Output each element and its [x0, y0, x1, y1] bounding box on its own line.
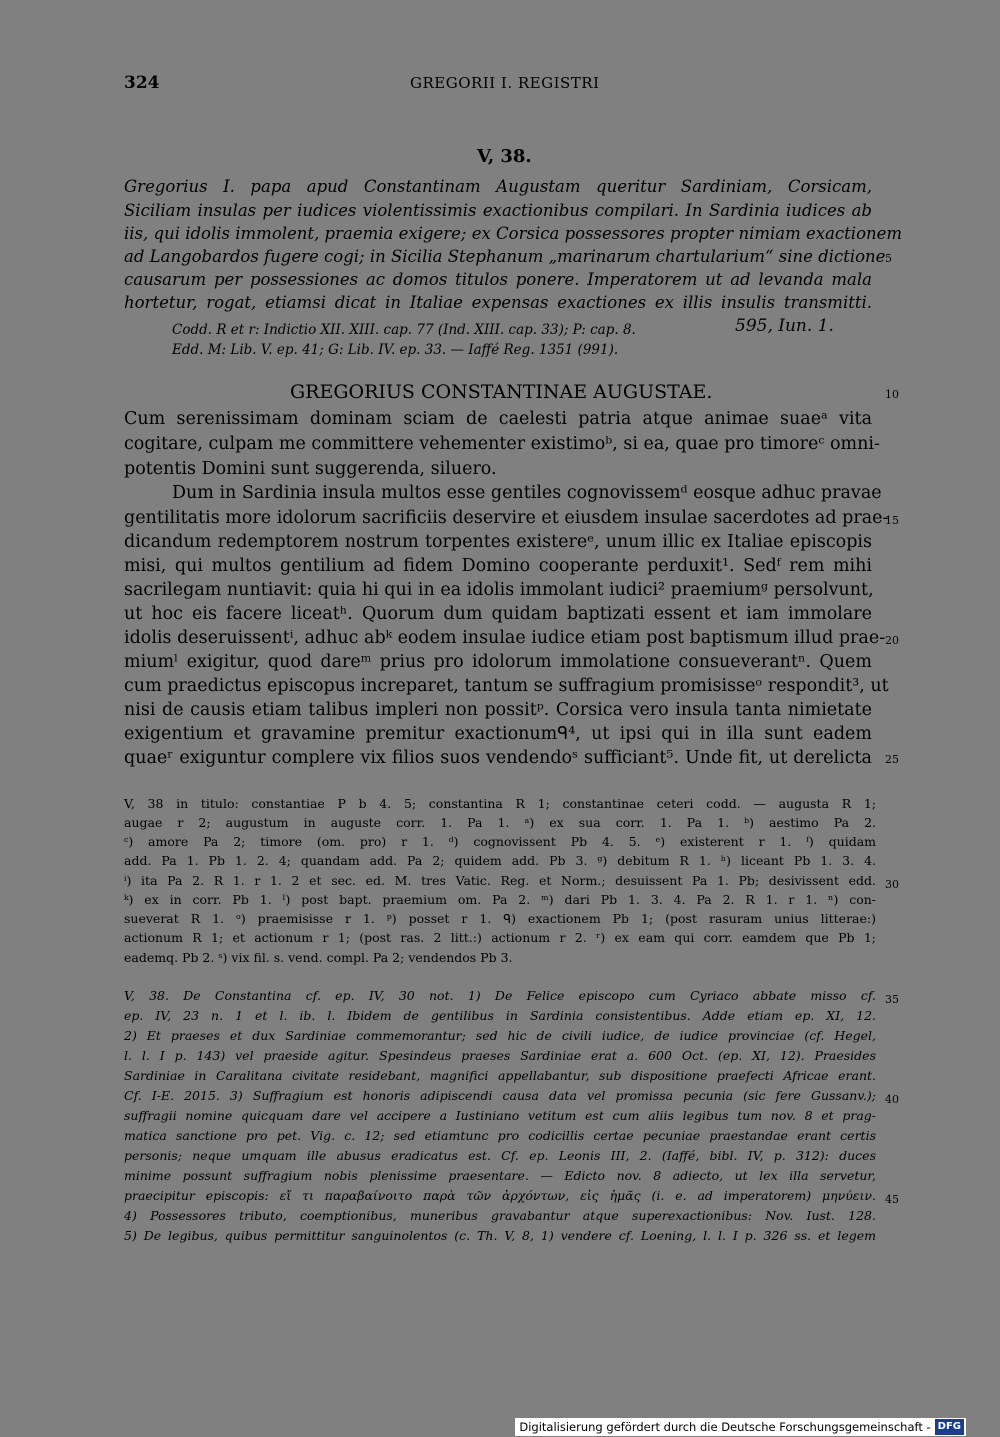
- commentary-line: 5) De legibus, quibus permittitur sanguinolentos (c. Th. V, 8, 1) vendere cf. Loening, l. l. I p. 326 ss. et legem: [124, 1228, 876, 1243]
- commentary-line: minime possunt suffragium nobis plenissime praesentare. — Edicto nov. 8 adiecto, ut lex illa servetur,: [124, 1168, 876, 1183]
- body-line: misi, qui multos gentilium ad fidem Domino cooperante perduxit¹. Sedᶠ rem mihi: [124, 556, 872, 576]
- body-line: dicandum redemptorem nostrum torpentes existereᵉ, unum illic ex Italiae episcopis: [124, 532, 872, 552]
- body-line: nisi de causis etiam talibus impleri non possitᵖ. Corsica vero insula tanta nimietate: [124, 700, 872, 720]
- editions-line: Edd. M: Lib. V. ep. 41; G: Lib. IV. ep. 33. — Iaffé Reg. 1351 (991).: [172, 342, 619, 358]
- body-line: miumˡ exigitur, quod dareᵐ prius pro idolorum immolatione consueverantⁿ. Quem: [124, 652, 872, 672]
- commentary-line: praecipitur episcopis: εἴ τι παραβαίνοιτο παρὰ τῶν ἀρχόντων, εἰς ἡμᾶς (i. e. ad imperatorem) μηνύειν.: [124, 1188, 876, 1203]
- commentary-line: suffragii nomine quicquam dare vel accipere a Iustiniano vetitum est cum aliis legibus tum nov. 8 et prag-: [124, 1108, 876, 1123]
- commentary-line: l. l. I p. 143) vel praeside agitur. Spesindeus praeses Sardiniae erat a. 600 Oct. (ep. XI, 12). Praesides: [124, 1048, 876, 1063]
- apparatus-line: ᶜ) amore Pa 2; timore (om. pro) r 1. ᵈ) cognovissent Pb 4. 5. ᵉ) existerent r 1. ᶠ) quidam: [124, 834, 876, 849]
- commentary-line: 2) Et praeses et dux Sardiniae commemorantur; sed hic de civili iudice, de iudice provinciae (cf. Hegel,: [124, 1028, 876, 1043]
- line-number: 25: [885, 753, 899, 766]
- commentary-line: 4) Possessores tributo, coemptionibus, muneribus gravabantur atque superexactionibus: Nov. Iust. 128.: [124, 1208, 876, 1223]
- summary-line: Siciliam insulas per iudices violentissimis exactionibus compilari. In Sardinia iudices ab: [124, 201, 872, 220]
- digitization-credit: [515, 1418, 966, 1436]
- commentary-line: Cf. I-E. 2015. 3) Suffragium est honoris adipiscendi causa data vel promissa pecunia (sic fere Gussanv.);: [124, 1088, 876, 1103]
- body-line: ut hoc eis facere liceatʰ. Quorum dum quidam baptizati essent et iam immolare: [124, 604, 872, 624]
- line-number: 10: [885, 388, 899, 401]
- line-number: 45: [885, 1193, 899, 1206]
- commentary-line: matica sanctione pro pet. Vig. c. 12; sed etiamtunc pro codicillis certae pecuniae praestandae erant certis: [124, 1128, 876, 1143]
- page-number: 324: [124, 73, 160, 93]
- summary-line: iis, qui idolis immolent, praemia exigere; ex Corsica possessores propter nimiam exactionem: [124, 224, 903, 243]
- line-number: 15: [885, 514, 899, 527]
- body-line: potentis Domini sunt suggerenda, siluero.: [124, 459, 497, 479]
- line-number: 40: [885, 1093, 899, 1106]
- line-number: 20: [885, 634, 899, 647]
- body-line: Dum in Sardinia insula multos esse gentiles cognovissemᵈ eosque adhuc pravae: [172, 483, 882, 503]
- dfg-logo: DFG: [935, 1419, 964, 1435]
- line-number: 30: [885, 878, 899, 891]
- body-line: gentilitatis more idolorum sacrificiis deservire et eiusdem insulae sacerdotes ad prae-: [124, 508, 889, 528]
- commentary-line: ep. IV, 23 n. 1 et l. ib. l. Ibidem de gentilibus in Sardinia consistentibus. Adde etiam ep. XI, 12.: [124, 1008, 876, 1023]
- letter-address: GREGORIUS CONSTANTINAE AUGUSTAE.: [290, 381, 713, 403]
- apparatus-line: sueverat R 1. ᵒ) praemisisse r 1. ᵖ) posset r 1. ᑫ) exactionem Pb 1; (post rasuram unius litterae:): [124, 911, 876, 926]
- body-line: quaeʳ exiguntur complere vix filios suos vendendoˢ sufficiant⁵. Unde fit, ut derelicta: [124, 748, 872, 768]
- apparatus-line: ᵏ) ex in corr. Pb 1. ˡ) post bapt. praemium om. Pa 2. ᵐ) dari Pb 1. 3. 4. Pa 2. R 1. r 1. ⁿ) con-: [124, 892, 876, 907]
- body-line: exigentium et gravamine premitur exactionumᑫ⁴, ut ipsi qui in illa sunt eadem: [124, 724, 872, 744]
- commentary-line: Sardiniae in Caralitana civitate residebant, magnifici appellabantur, sub dispositione praefecti Africae erant.: [124, 1068, 876, 1083]
- apparatus-line: actionum R 1; et actionum r 1; (post ras. 2 litt.:) actionum r 2. ʳ) ex eam qui corr. eamdem que Pb 1;: [124, 930, 876, 945]
- body-line: cogitare, culpam me committere vehementer existimoᵇ, si ea, quae pro timoreᶜ omni-: [124, 434, 880, 454]
- apparatus-line: ⁱ) ita Pa 2. R 1. r 1. 2 et sec. ed. M. tres Vatic. Reg. et Norm.; desuissent Pa 1. Pb; desivissent edd.: [124, 873, 876, 888]
- apparatus-line: V, 38 in titulo: constantiae P b 4. 5; constantina R 1; constantinae ceteri codd. — augusta R 1;: [124, 796, 876, 811]
- apparatus-line: add. Pa 1. Pb 1. 2. 4; quandam add. Pa 2; quidem add. Pb 3. ᵍ) debitum R 1. ʰ) liceant Pb 1. 3. 4.: [124, 853, 876, 868]
- body-line: Cum serenissimam dominam sciam de caelesti patria atque animae suaeᵃ vita: [124, 409, 872, 429]
- line-number: 35: [885, 993, 899, 1006]
- body-line: cum praedictus episcopus increparet, tantum se suffragium promisisseᵒ respondit³, ut: [124, 676, 889, 696]
- credit-text: Digitalisierung gefördert durch die Deutsche Forschungsgemeinschaft -: [519, 1420, 931, 1434]
- summary-line: ad Langobardos fugere cogi; in Sicilia Stephanum „marinarum chartularium“ sine dictione: [124, 247, 886, 266]
- apparatus-line: eademq. Pb 2. ˢ) vix fil. s. vend. compl. Pa 2; vendendos Pb 3.: [124, 950, 513, 965]
- running-title: GREGORII I. REGISTRI: [410, 74, 600, 92]
- summary-line: hortetur, rogat, etiamsi dicat in Italiae expensas exactiones ex illis insulis transmitti.: [124, 293, 872, 312]
- apparatus-line: augae r 2; augustum in auguste corr. 1. Pa 1. ᵃ) ex sua corr. 1. Pa 1. ᵇ) aestimo Pa 2.: [124, 815, 876, 830]
- letter-date: 595, Iun. 1.: [735, 316, 834, 336]
- commentary-line: V, 38. De Constantina cf. ep. IV, 30 not. 1) De Felice episcopo cum Cyriaco abbate misso cf.: [124, 988, 876, 1003]
- commentary-line: personis; neque umquam ille abusus eradicatus est. Cf. ep. Leonis III, 2. (Iaffé, bibl. IV, p. 312): duces: [124, 1148, 876, 1163]
- body-line: sacrilegam nuntiavit: quia hi qui in ea idolis immolant iudici² praemiumᵍ persolvunt,: [124, 580, 874, 600]
- codices-line: Codd. R et r: Indictio XII. XIII. cap. 77 (Ind. XIII. cap. 33); P: cap. 8.: [172, 322, 636, 338]
- summary-line: causarum per possessiones ac domos titulos ponere. Imperatorem ut ad levanda mala: [124, 270, 872, 289]
- letter-number: V, 38.: [477, 146, 532, 167]
- line-number: 5: [885, 252, 892, 265]
- summary-line: Gregorius I. papa apud Constantinam Augustam queritur Sardiniam, Corsicam,: [124, 177, 872, 196]
- body-line: idolis deseruissentⁱ, adhuc abᵏ eodem insulae iudice etiam post baptismum illud prae-: [124, 628, 886, 648]
